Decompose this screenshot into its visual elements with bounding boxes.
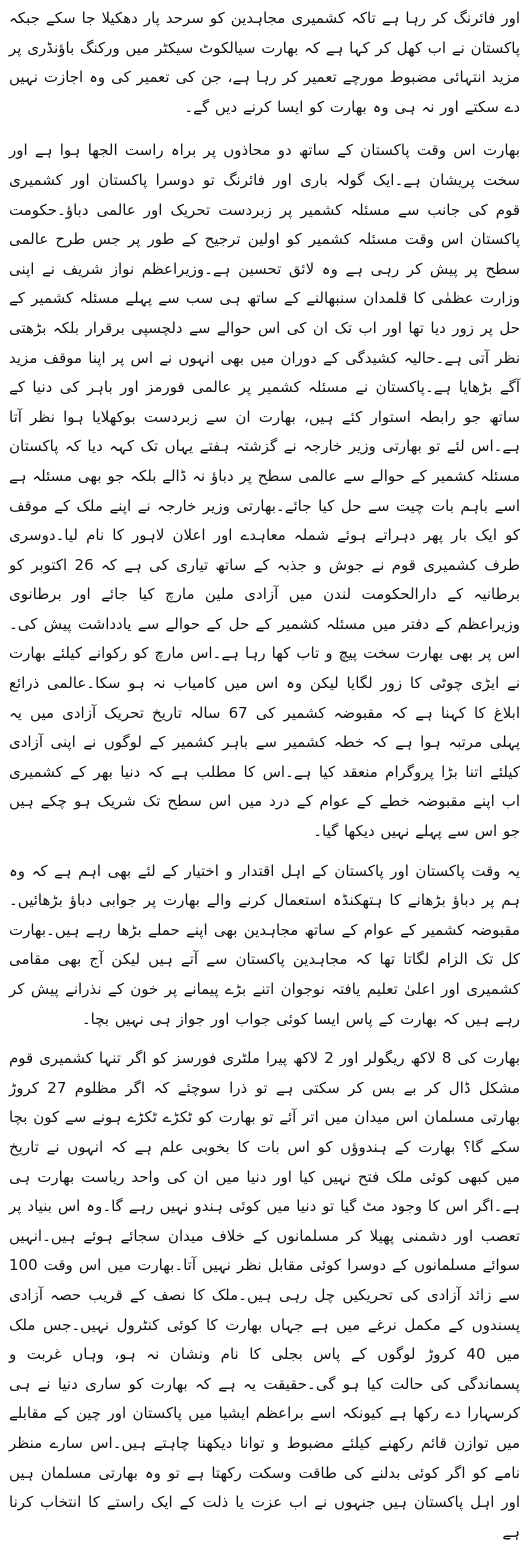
article-paragraph: یہ وقت پاکستان اور پاکستان کے اہل اقتدار و اختیار کے لئے بھی اہم ہے کہ وہ ہم پر دباؤ بڑھانے کا ہتھکنڈہ استعمال کرنے والے بھارت پر جوابی دباؤ بڑھائیں۔مقبوضہ کشمیر کے عوام کے ساتھ مجاہدین بھی اپنے حملے بڑھا رہے ہیں۔بھارت کل تک الزام لگاتا تھا کہ مجاہدین پاکستان سے آتے ہیں لیکن آج بھی مقامی کشمیری اور اعلیٰ تعلیم یافتہ نوجوان اتنے بڑے پیمانے پر خون کے نذرانے پیش کر رہے ہیں کہ بھارت کے پاس ایسا کوئی جواب اور جواز ہی نہیں بچا۔ bbox=[9, 861, 520, 1028]
article-paragraph: اور فائرنگ کر رہا ہے تاکہ کشمیری مجاہدین کو سرحد پار دھکیلا جا سکے جبکہ پاکستان نے اب کھل کر کہا ہے کہ بھارت سیالکوٹ سیکٹر میں ورکنگ باؤنڈری پر مزید انتہائی مضبوط مورچے تعمیر کر رہا ہے، جن کی تعمیر کی وہ اجازت نہیں دے سکتے اور نہ ہی وہ بھارت کو ایسا کرنے دیں گے۔ bbox=[9, 9, 520, 116]
article-paragraph: بھارت کی 8 لاکھ ریگولر اور 2 لاکھ پیرا ملٹری فورسز کو اگر تنہا کشمیری قوم مشکل ڈال کر بے بس کر سکتی ہے تو ذرا سوچئے کہ اگر مظلوم 27 کروڑ بھارتی مسلمان اس میدان میں اتر آئے تو بھارت کو ٹکڑے ٹکڑے ہونے سے کون بچا سکے گا؟ بھارت کے ہندوؤں کو اس بات کا بخوبی علم ہے کہ انہوں نے تاریخ میں کبھی کوئی ملک فتح نہیں کیا اور دنیا میں ان کی واحد ریاست بھارت ہی ہے۔اگر اس کا وجود مٹ گیا تو دنیا میں کوئی ہندو نہیں رہے گا۔وہ اس بنیاد پر تعصب اور دشمنی پھیلا کر مسلمانوں کے خلاف میدان سجائے ہوئے ہیں۔انہیں سوائے مسلمانوں کے دوسرا کوئی مقابل نظر نہیں آتا۔بھارت میں اس وقت 100 سے زائد آزادی کی تحریکیں چل رہی ہیں۔ملک کا نصف کے قریب حصہ آزادی پسندوں کے مکمل نرغے میں ہے جہاں بھارت کا کوئی کنٹرول نہیں۔جس ملک میں 40 کروڑ لوگوں کے پاس بجلی کا نام ونشان نہ ہو، وہاں غربت و پسماندگی کی حالت کیا ہو گی۔حقیقت یہ ہے کہ بھارت کو ساری دنیا نے ہی کرسہارا دے رکھا ہے کیونکہ اسے براعظم ایشیا میں پاکستان اور چین کے مقابلے میں توازن قائم رکھنے کیلئے مضبوط و توانا دیکھنا چاہتے ہیں۔اس سارے منظر نامے کو اگر کوئی بدلنے کی طاقت وسکت رکھتا ہے تو وہ بھارتی مسلمان ہیں اور اہل پاکستان ہیں جنہوں نے اب عزت یا ذلت کے ایک راستے کا انتخاب کرنا ہے bbox=[9, 1049, 520, 1541]
article-paragraph: بھارت اس وقت پاکستان کے ساتھ دو محاذوں پر براہ راست الجھا ہوا ہے اور سخت پریشان ہے۔ایک گولہ باری اور فائرنگ تو دوسرا پاکستان اور کشمیری قوم کی جانب سے مسئلہ کشمیر پر زبردست تحریک اور عالمی دباؤ۔حکومت پاکستان اس وقت مسئلہ کشمیر کو اولین ترجیح کے طور پر جس طرح عالمی سطح پر پیش کر رہی ہے وہ لائق تحسین ہے۔وزیراعظم نواز شریف نے اپنی وزارت عظمٰی کا قلمدان سنبھالنے کے ساتھ ہی سب سے پہلے مسئلہ کشمیر کے حل پر زور دیا تھا اور اب تک ان کی اس حوالے سے دلچسپی برقرار بلکہ بڑھتی نظر آتی ہے۔حالیہ کشیدگی کے دوران میں بھی انہوں نے اس پر اپنا موقف مزید آگے بڑھایا ہے۔پاکستان نے مسئلہ کشمیر پر عالمی فورمز اور باہر کی دنیا کے ساتھ جو رابطہ استوار کئے ہیں، بھارت ان سے زبردست بوکھلایا ہوا نظر آتا ہے۔اس لئے تو بھارتی وزیر خارجہ نے گزشتہ ہفتے یہاں تک کہہ دیا کہ پاکستان مسئلہ کشمیر کے حوالے سے عالمی سطح پر دباؤ نہ ڈالے بلکہ جو بھی مسئلہ ہے اسے باہم بات چیت سے حل کیا جائے۔بھارتی وزیر خارجہ نے اپنے ملک کے موقف کو ایک بار پھر دہراتے ہوئے شملہ معاہدے اور اعلان لاہور کا نام لیا۔دوسری طرف کشمیری قوم نے جوش و جذبہ کے ساتھ تیاری کی ہے کہ 26 اکتوبر کو برطانیہ کے دارالحکومت لندن میں آزادی ملین مارچ کیا جائے اور برطانوی وزیراعظم کے دفتر میں مسئلہ کشمیر کے حل کے حوالے سے یادداشت پیش کی۔ اس پر بھی بھارت سخت پیچ و تاب کھا رہا ہے۔اس مارچ کو رکوانے کیلئے بھارت نے ایڑی چوٹی کا زور لگایا لیکن وہ اس میں کامیاب نہ ہو سکا۔عالمی ذرائع ابلاغ کا کہنا ہے کہ مقبوضہ کشمیر کی 67 سالہ تاریخ تحریک آزادی میں یہ پہلی مرتبہ ہوا ہے کہ خطہ کشمیر سے باہر کشمیر کے لوگوں نے اپنی آزادی کیلئے اتنا بڑا پروگرام منعقد کیا ہے۔اس کا مطلب ہے کہ دنیا بھر کے کشمیری اب اپنے مقبوضہ خطے کے عوام کے درد میں اس سطح تک شریک ہو چکے ہیں جو اس سے پہلے نہیں دیکھا گیا۔ bbox=[9, 141, 520, 841]
